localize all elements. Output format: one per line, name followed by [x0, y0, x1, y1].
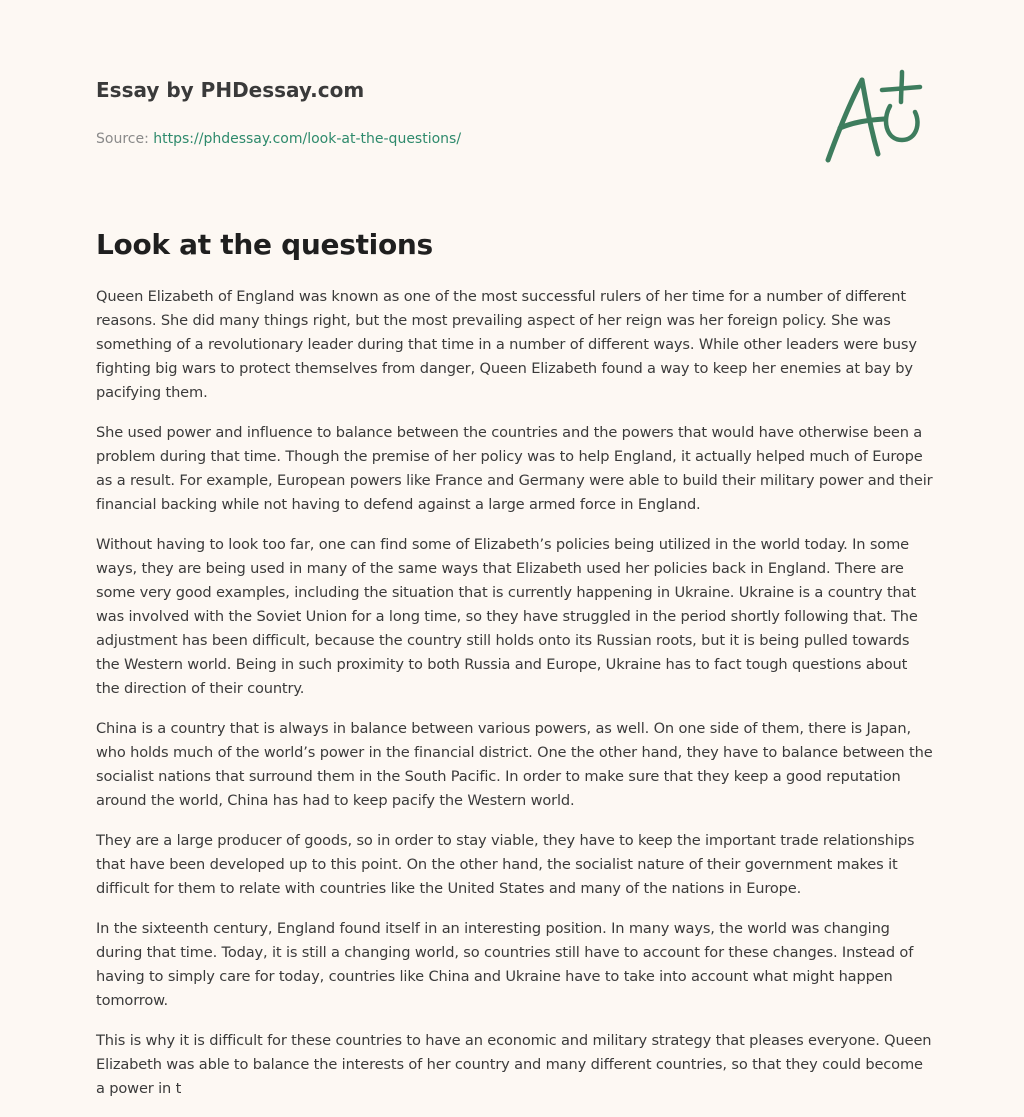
source-label: Source: — [96, 131, 149, 147]
a-plus-grade-logo-icon — [822, 68, 928, 164]
essay-paragraph: She used power and influence to balance between the countries and the powers that would have otherwise been a problem during that time. Though the premise of her policy was to help England, it actually helped much of Europe as a result. For example, European powers like France and Germany were able to build their military power and their financial backing while not having to defend against a large armed force in England. — [96, 424, 933, 513]
essay-paragraph: Without having to look too far, one can find some of Elizabeth’s policies being utilized in the world today. In some ways, they are being used in many of the same ways that Elizabeth used her policies back in England. There are some very good examples, including the situation that is currently happening in Ukraine. Ukraine is a country that was involved with the Soviet Union for a long time, so they have struggled in the period shortly following that. The adjustment has been difficult, because the country still holds onto its Russian roots, but it is being pulled towards the Western world. Being in such proximity to both Russia and Europe, Ukraine has to fact tough questions about the direction of their country. — [96, 536, 918, 697]
essay-paragraph: China is a country that is always in balance between various powers, as well. On one side of them, there is Japan, who holds much of the world’s power in the financial district. One the other hand, they have to balance between the socialist nations that surround them in the South Pacific. In order to make sure that they keep a good reputation around the world, China has had to keep pacify the Western world. — [96, 720, 933, 809]
site-title: Essay by PHDessay.com — [96, 78, 365, 102]
essay-paragraph: They are a large producer of goods, so in order to stay viable, they have to keep the important trade relationships that have been developed up to this point. On the other hand, the socialist nature of their government makes it difficult for them to relate with countries like the United States and many of the nations in Europe. — [96, 832, 915, 897]
essay-body — [96, 285, 934, 1117]
essay-paragraph: In the sixteenth century, England found itself in an interesting position. In many ways, the world was changing during that time. Today, it is still a changing world, so countries still have to account for these changes. Instead of having to simply care for today, countries like China and Ukraine have to take into account what might happen tomorrow. — [96, 920, 914, 1009]
source-line — [96, 129, 796, 149]
essay-header — [96, 76, 796, 149]
essay-title: Look at the questions — [96, 228, 433, 261]
essay-paragraph: Queen Elizabeth of England was known as one of the most successful rulers of her time for a number of different reasons. She did many things right, but the most prevailing aspect of her reign was her foreign policy. She was something of a revolutionary leader during that time in a number of different ways. While other leaders were busy fighting big wars to protect themselves from danger, Queen Elizabeth found a way to keep her enemies at bay by pacifying them. — [96, 288, 917, 401]
source-link[interactable]: https://phdessay.com/look-at-the-questions/ — [153, 131, 462, 147]
essay-paragraph: This is why it is difficult for these countries to have an economic and military strategy that pleases everyone. Queen Elizabeth was able to balance the interests of her country and many different countries, so that they could become a power in t — [96, 1032, 932, 1097]
